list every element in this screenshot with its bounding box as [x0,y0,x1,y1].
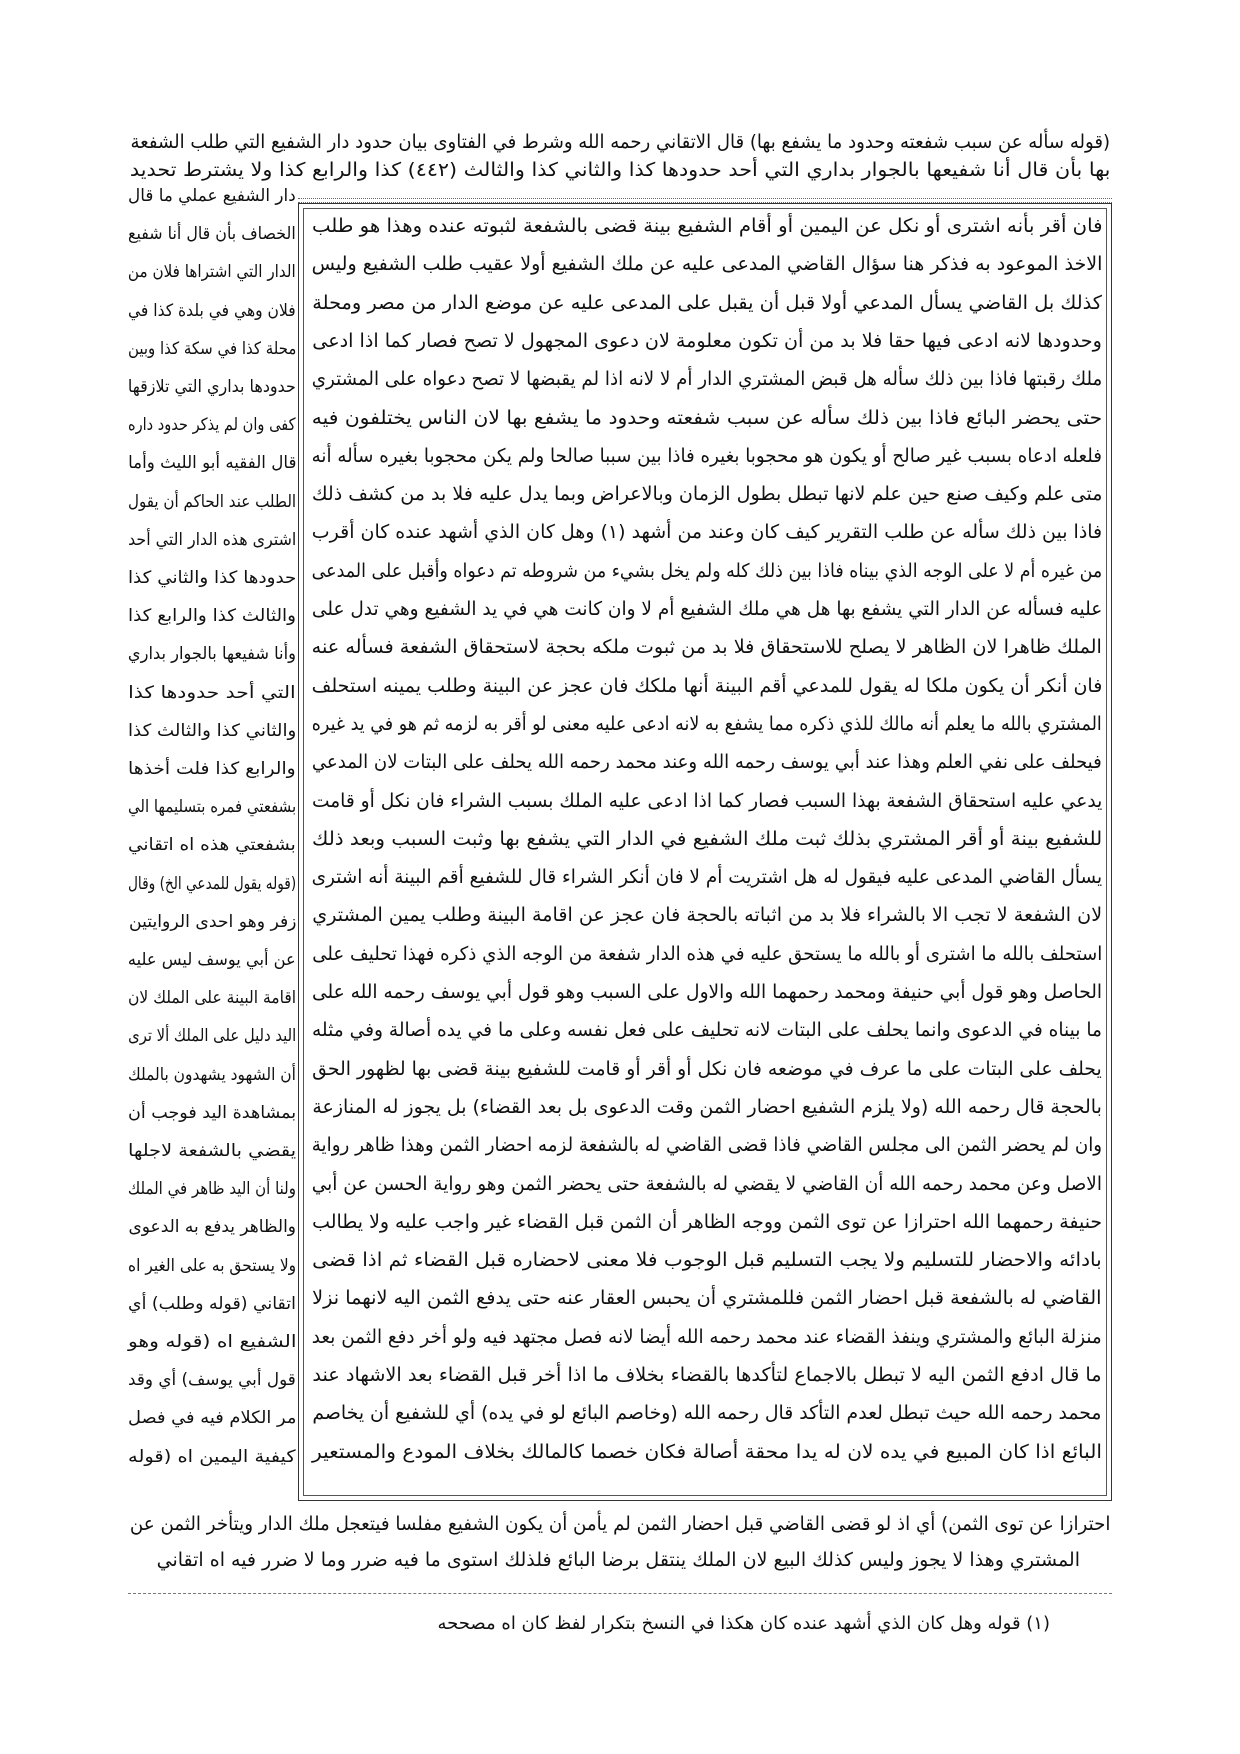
main-line: فان أقر بأنه اشترى أو نكل عن اليمين أو أقام الشفيع بينة قضى بالشفعة لثبوته عنده وهذا هو طلب [311,215,1102,237]
margin-line: (قوله يقول للمدعي الخ) وقال [127,873,296,894]
main-line: وحدودها لانه ادعى فيها حقا فلا بد من أن تكون معلومة لان دعوى المجهول لا تصح فصار كما اذا ادعى [312,329,1102,352]
margin-line: والظاهر يدفع به الدعوى [128,1217,296,1238]
margin-line: اليد دليل على الملك ألا ترى [127,1026,296,1047]
margin-line: حدودها كذا والثاني كذا [127,568,296,588]
main-line: الاصل وعن محمد رحمه الله أن القاضي لا يقضي له بالشفعة حتى يحضر الثمن وهو رواية الحسن عن أبي [311,1172,1102,1195]
margin-line: بشفعتي هذه اه اتقاني [128,835,296,856]
margin-line: الشفيع اه (قوله وهو [127,1332,296,1352]
bottom-line: المشتري وهذا لا يجوز وليس كذلك البيع لان الملك ينتقل برضا البائع فلذلك استوى ما فيه ضرر وما لا ضرر فيه اه اتقاني [156,1549,1080,1571]
main-line: محمد رحمه الله حيث تبطل لعدم التأكد قال رحمه الله (وخاصم البائع لو في يده) أي للشفيع أن يخاصم [312,1402,1102,1425]
main-line: يدعي عليه استحقاق الشفعة بهذا السبب فصار كما اذا ادعى عليه الملك بسبب الشراء فان نكل أو قامت [311,789,1102,812]
main-line: الملك ظاهرا لان الظاهر لا يصلح للاستحقاق فلا بد من ثبوت ملكه بحجة لاستحقاق الشفعة فسأله عنه [311,636,1102,659]
margin-line: والثالث كذا والرابع كذا [128,606,296,627]
margin-line: كيفية اليمين اه (قوله [128,1446,296,1467]
main-line: بالحجة قال رحمه الله (ولا يلزم الشفيع احضار الثمن وقت الدعوى بل بعد القضاء) بل يجوز له المنازعة [312,1095,1102,1118]
margin-line: مر الكلام فيه في فصل [127,1408,296,1429]
main-line: يحلف على البتات على ما عرف في موضعه فان نكل أو أقر أو قامت للشفيع بينة قضى بها لظهور الحق [312,1057,1102,1080]
margin-line: والثاني كذا والثالث كذا [127,720,296,741]
margin-line: حدودها بداري التي تلازقها [128,377,296,397]
margin-line: بمشاهدة اليد فوجب أن [127,1102,296,1123]
main-line: يسأل القاضي المدعى عليه فيقول له هل اشتريت أم لا فان أنكر الشراء قال للشفيع أقم البينة أنه اشترى [311,866,1102,889]
margin-line: الطلب عند الحاكم أن يقول [127,491,296,512]
main-line: منزلة البائع والمشتري وينفذ القضاء عند محمد رحمه الله أيضا لانه فصل مجتهد فيه ولو أخر دفع الثمن بعد [312,1325,1102,1348]
main-line: متى علم وكيف صنع حين علم لانها تبطل بطول الزمان وبالاعراض وبما يدل عليه فلا بد من كشف ذلك [311,483,1102,506]
margin-line: أن الشهود يشهدون بالملك [128,1064,296,1085]
main-line: حتى يحضر البائع فاذا بين ذلك سأله عن سبب شفعته وحدود ما يشفع بها لان الناس يختلفون فيه [311,406,1102,429]
margin-line: اشترى هذه الدار التي أحد [127,529,296,550]
margin-line: محلة كذا في سكة كذا وبين [127,338,296,359]
main-line: فلعله ادعاه بسبب غير صالح أو يكون هو محجوبا بغيره فاذا بين سببا صالحا ولم يكن محجوبا بغيره سأله أنه [311,444,1102,467]
margin-line: فلان وهي في بلدة كذا في [128,300,296,321]
margin-line: قول أبي يوسف) أي وقد [128,1370,296,1391]
margin-line: الخصاف بأن قال أنا شفيع [128,224,296,245]
main-line: فان أنكر أن يكون ملكا له يقول للمدعي أقم البينة أنها ملكك فان عجز عن البينة وطلب يمينه استحلف [311,674,1102,697]
main-line: للشفيع بينة أو أقر المشتري بذلك ثبت ملك الشفيع في الدار التي يشفع بها وثبت السبب وبعد ذلك [311,827,1102,850]
footnote: (١) قوله وهل كان الذي أشهد عنده كان هكذا في النسخ بتكرار لفظ كان اه مصححه [437,1613,1050,1634]
margin-line: الدار التي اشتراها فلان من [128,262,296,283]
margin-line: عن أبي يوسف ليس عليه [128,950,296,970]
main-line: فيحلف على نفي العلم وهذا عند أبي يوسف رحمه الله وعند محمد رحمه الله يحلف على البتات لان المدعي [312,751,1102,774]
main-line: القاضي له بالشفعة قبل احضار الثمن فللمشتري أن يحبس العقار عنه حتى يدفع الثمن اليه لانهما نزلا [312,1287,1102,1310]
bottom-line: احترازا عن توى الثمن) أي اذ لو قضى القاضي قبل احضار الثمن لم يأمن أن يكون الشفيع مفلسا فيتعجل ملك الدار ويتأخر الثمن عن [129,1513,1110,1535]
main-line: الاخذ الموعود به فذكر هنا سؤال القاضي المدعى عليه عن ملك الشفيع أولا عقيب طلب الشفيع وليس [311,253,1102,276]
margin-line: دار الشفيع عملي ما قال [128,186,296,206]
main-line: الحاصل وهو قول أبي حنيفة ومحمد رحمهما الله والاول على السبب وهو قول أبي يوسف رحمه الله على [311,981,1102,1003]
main-line: ملك رقبتها فاذا بين ذلك سأله هل قبض المشتري الدار أم لا لانه اذا لم يقبضها لا تصح دعواه على المشتري [311,368,1102,391]
margin-line: ولا يستحق به على الغير اه [127,1255,296,1276]
margin-line: بشفعتي فمره بتسليمها الي [127,797,296,818]
main-line: المشتري بالله ما يعلم أنه مالك للذي ذكره مما يشفع به لانه ادعى عليه معنى لو أقر به لزمه ثم هو في يد غيره [311,712,1102,735]
main-line: بادائه والاحضار للتسليم ولا يجب التسليم قبل الوجوب فلا معنى لاحضاره قبل القضاء ثم اذا قضى [312,1249,1102,1272]
main-line: ما بيناه في الدعوى وانما يحلف على البتات لانه تحليف على فعل نفسه وعلى ما في يده أصالة وفي مثله [311,1019,1102,1042]
margin-line: يقضي بالشفعة لاجلها [127,1141,296,1161]
margin-line: اقامة البينة على الملك لان [127,988,296,1009]
main-line: من غيره أم لا على الوجه الذي بيناه فاذا بين ذلك كله ولم يخل بشيء من شروطه تم دعواه وأقبل على المدعى [311,559,1102,582]
main-line: حنيفة رحمهما الله احترازا عن توى الثمن ووجه الظاهر أن الثمن قبل القضاء غير واجب عليه ولا يطالب [312,1210,1102,1233]
margin-line: والرابع كذا فلت أخذها [128,759,296,779]
main-line: كذلك بل القاضي يسأل المدعي أولا قبل أن يقبل على المدعى عليه عن موضع الدار من مصر ومحلة [312,291,1102,314]
main-line: ما قال ادفع الثمن اليه لا تبطل بالاجماع لتأكدها بالقضاء بخلاف ما اذا أخر قبل القضاء بعد الاشهاد عند [312,1364,1102,1386]
margin-line: ولنا أن اليد ظاهر في الملك [127,1179,296,1200]
margin-line: قال الفقيه أبو الليث وأما [127,453,296,474]
main-line: لان الشفعة لا تجب الا بالشراء فلا بد من اثباته بالحجة فان عجز عن اقامة البينة وطلب يمين المشتري [312,904,1102,927]
margin-line: اتقاني (قوله وطلب) أي [128,1293,296,1314]
main-line: البائع اذا كان المبيع في يده لان له يدا محقة أصالة فكان خصما كالمالك بخلاف المودع والمستعير [312,1440,1102,1463]
margin-line: التي أحد حدودها كذا [128,682,296,703]
header-line: (قوله سأله عن سبب شفعته وحدود ما يشفع بها) قال الاتقاني رحمه الله وشرط في الفتاوى بيان حدود دار الشفيع التي طلب الشفعة [130,131,1110,153]
main-line: فاذا بين ذلك سأله عن طلب التقرير كيف كان وعند من أشهد (١) وهل كان الذي أشهد عنده كان أقرب [311,521,1102,544]
main-line: وان لم يحضر الثمن الى مجلس القاضي فاذا قضى القاضي له بالشفعة لزمه احضار الثمن وهذا ظاهر رواية [311,1134,1102,1157]
margin-line: زفر وهو احدى الروايتين [128,911,296,932]
margin-line: وأنا شفيعها بالجوار بداري [127,644,296,665]
main-line: استحلف بالله ما اشترى أو بالله ما يستحق عليه في هذه الدار شفعة من الوجه الذي ذكره فهذا تحليف على [311,942,1102,965]
footnote-divider [128,1593,1112,1594]
main-line: عليه فسأله عن الدار التي يشفع بها هل هي ملك الشفيع أم لا وان كانت هي في يد الشفيع وهي تدل على [311,598,1102,620]
header-line: بها بأن قال أنا شفيعها بالجوار بداري التي أحد حدودها كذا والثاني كذا والثالث (٤٤٢) كذا والرابع كذا ولا يشترط تحديد [129,159,1110,181]
margin-line: كفى وان لم يذكر حدود داره [128,415,296,436]
